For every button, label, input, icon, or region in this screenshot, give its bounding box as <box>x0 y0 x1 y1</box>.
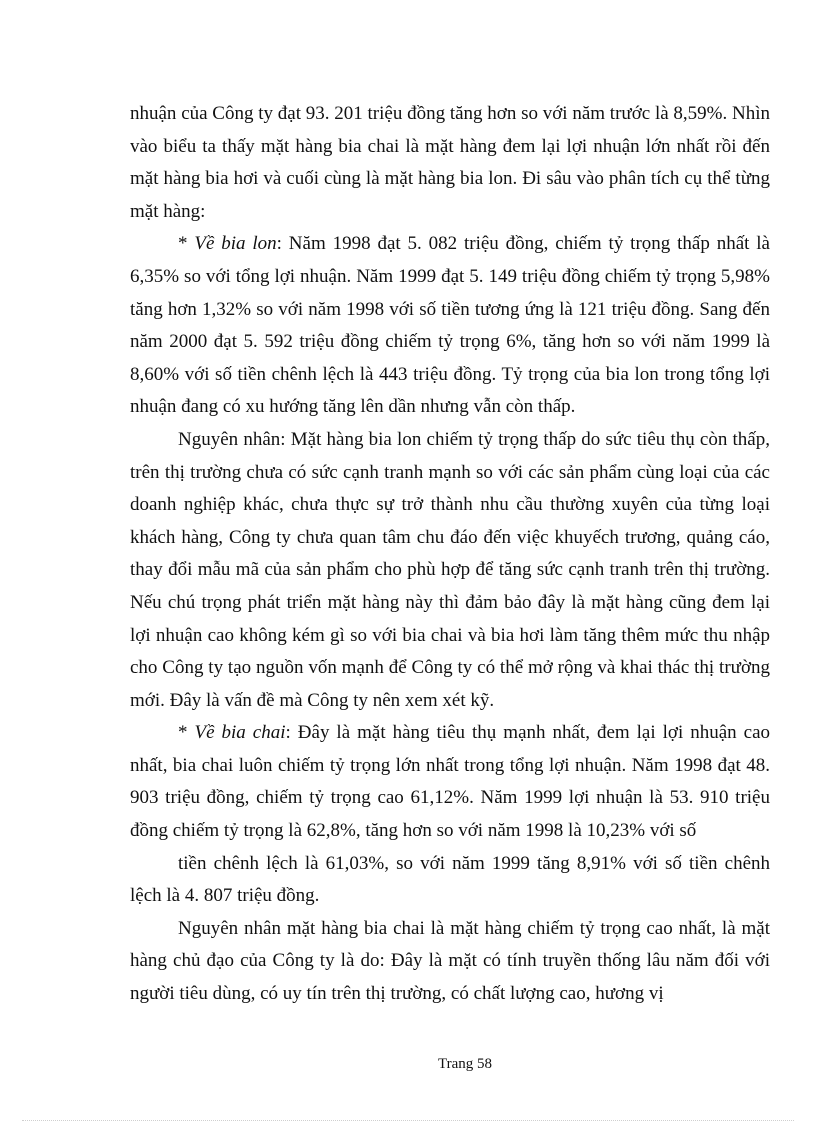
section-lead-bia-chai: Về bia chai <box>194 722 286 744</box>
paragraph-text: : Năm 1998 đạt 5. 082 triệu đồng, chiếm tỷ trọng thấp nhất là 6,35% so với tổng lợi nhuận. Năm 1999 đạt 5. 149 triệu đồng chiếm tỷ trọng 5,98% tăng hơn 1,32% so với năm 1998 với số tiền tương ứng là 121 triệu đồng. Sang đến năm 2000 đạt 5. 592 triệu đồng chiếm tỷ trọng 6%, tăng hơn so với năm 1999 là 8,60% với số tiền chênh lệch là 443 triệu đồng. Tỷ trọng của bia lon trong tổng lợi nhuận đang có xu hướng tăng lên dần nhưng vẫn còn thấp. <box>130 233 770 418</box>
paragraph-cause-bia-lon <box>130 424 770 717</box>
paragraph-bia-lon <box>130 228 770 424</box>
paragraph-text: : Đây là mặt hàng tiêu thụ mạnh nhất, đem lại lợi nhuận cao nhất, bia chai luôn chiếm tỷ trọng lớn nhất trong tổng lợi nhuận. Năm 1998 đạt 48. 903 triệu đồng, chiếm tỷ trọng cao 61,12%. Năm 1999 lợi nhuận là 53. 910 triệu đồng chiếm tỷ trọng là 62,8%, tăng hơn so với năm 1998 là 10,23% với số <box>130 722 771 842</box>
page-number: Trang 58 <box>437 1056 493 1072</box>
paragraph-text: tiền chênh lệch là 61,03%, so với năm 1999 tăng 8,91% với số tiền chênh lệch là 4. 807 triệu đồng. <box>130 852 770 907</box>
paragraph-intro <box>130 98 770 228</box>
paragraph-text: nhuận của Công ty đạt 93. 201 triệu đồng tăng hơn so với năm trước là 8,59%. Nhìn vào biểu ta thấy mặt hàng bia chai là mặt hàng đem lại lợi nhuận lớn nhất rồi đến mặt hàng bia hơi và cuối cùng là mặt hàng bia lon. Đi sâu vào phân tích cụ thể từng mặt hàng: <box>130 103 770 222</box>
paragraph-text: Nguyên nhân mặt hàng bia chai là mặt hàng chiếm tỷ trọng cao nhất, là mặt hàng chủ đạo của Công ty là do: Đây là mặt có tính truyền thống lâu năm đối với người tiêu dùng, có uy tín trên thị trường, có chất lượng cao, hương vị <box>130 917 770 1005</box>
bullet-marker: * <box>178 722 195 744</box>
bullet-marker: * <box>178 233 195 255</box>
body-text <box>130 98 770 1011</box>
paragraph-bia-chai-continued <box>130 848 770 913</box>
page-bottom-divider <box>22 1120 794 1121</box>
paragraph-bia-chai <box>130 717 770 847</box>
paragraph-cause-bia-chai <box>130 913 770 1011</box>
section-lead-bia-lon: Về bia lon <box>194 233 277 255</box>
paragraph-text: Nguyên nhân: Mặt hàng bia lon chiếm tỷ trọng thấp do sức tiêu thụ còn thấp, trên thị trường chưa có sức cạnh tranh mạnh so với các sản phẩm cùng loại của các doanh nghiệp khác, chưa thực sự trở thành nhu cầu thường xuyên của từng loại khách hàng, Công ty chưa quan tâm chu đáo đến việc khuyếch trương, quảng cáo, thay đổi mẫu mã của sản phẩm cho phù hợp để tăng sức cạnh tranh trên thị trường. Nếu chú trọng phát triển mặt hàng này thì đảm bảo đây là mặt hàng cũng đem lại lợi nhuận cao không kém gì so với bia chai và bia hơi làm tăng thêm mức thu nhập cho Công ty tạo nguồn vốn mạnh để Công ty có thể mở rộng và khai thác thị trường mới. Đây là vấn đề mà Công ty nên xem xét kỹ. <box>130 428 770 711</box>
